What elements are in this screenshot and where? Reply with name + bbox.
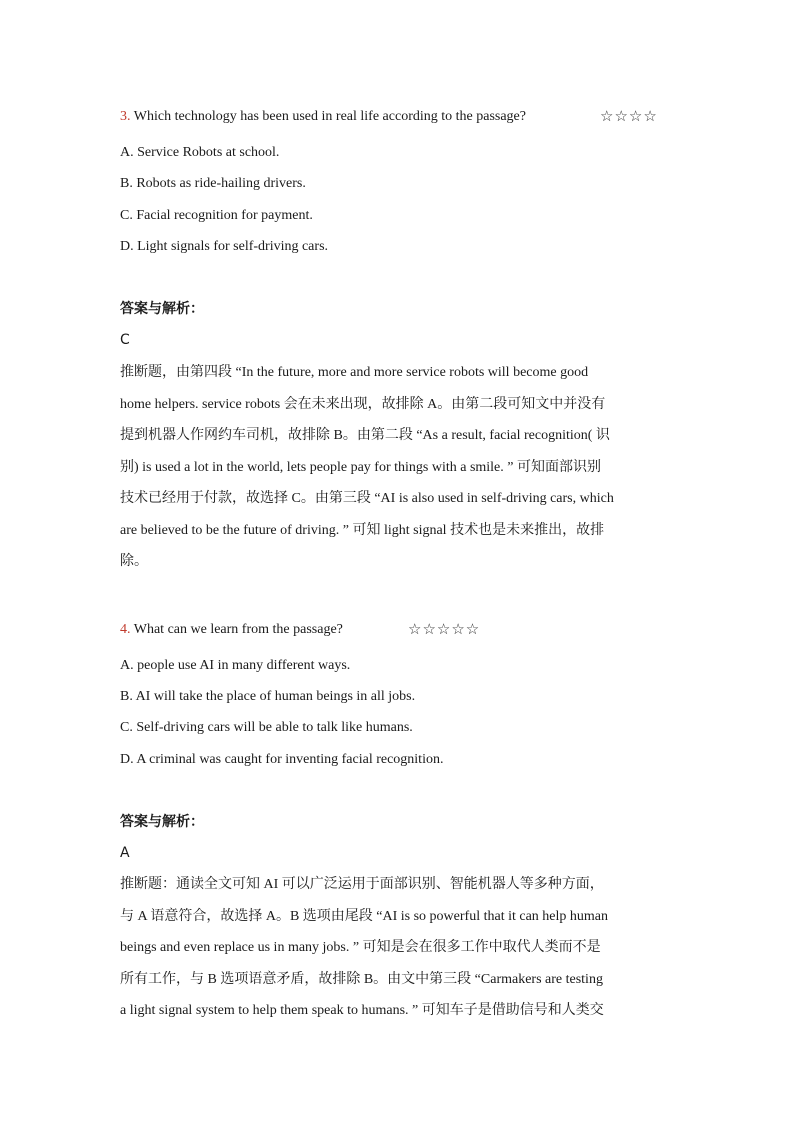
- question-3-answer-heading: 答案与解析：: [120, 301, 204, 317]
- question-3-difficulty-stars: ☆☆☆☆: [600, 107, 658, 125]
- question-4: [120, 620, 343, 640]
- explanation-line: 技术已经用于付款，故选择 C。由第三段 “AI is also used in self-driving cars, which: [120, 491, 614, 506]
- question-4-answer: A: [120, 845, 130, 861]
- explanation-line: 别) is used a lot in the world, lets people pay for things with a smile. ” 可知面部识别: [120, 459, 601, 475]
- explanation-line: home helpers. service robots 会在未来出现，故排除 A。由第二段可知文中并没有: [120, 396, 606, 412]
- question-3-answer: C: [120, 332, 130, 348]
- explanation-line: are believed to be the future of driving. ” 可知 light signal 技术也是未来推出，故排: [120, 522, 605, 538]
- question-3-option-a: A. Service Robots at school.: [120, 145, 280, 160]
- question-3-option-d: D. Light signals for self-driving cars.: [120, 239, 329, 254]
- explanation-line: 与 A 语意符合，故选择 A。B 选项由尾段 “AI is so powerful that it can help human: [120, 908, 609, 924]
- question-4-option-a: A. people use AI in many different ways.: [120, 658, 351, 673]
- question-3-explanation: [120, 357, 680, 578]
- question-4-option-b: B. AI will take the place of human beings in all jobs.: [120, 689, 416, 704]
- explanation-line: 除。: [120, 554, 148, 569]
- explanation-line: 推断题：通读全文可知 AI 可以广泛运用于面部识别、智能机器人等多种方面，: [120, 877, 604, 892]
- explanation-line: a light signal system to help them speak to humans. ” 可知车子是借助信号和人类交: [120, 1003, 604, 1018]
- explanation-line: 提到机器人作网约车司机，故排除 B。由第二段 “As a result, facial recognition( 识: [120, 428, 610, 443]
- explanation-line: 所有工作，与 B 选项语意矛盾，故排除 B。由文中第三段 “Carmakers are testing: [120, 971, 603, 987]
- question-4-difficulty-stars: ☆☆☆☆☆: [408, 620, 481, 638]
- question-4-text: What can we learn from the passage?: [130, 622, 343, 637]
- question-4-number: 4.: [120, 622, 131, 637]
- explanation-line: 推断题，由第四段 “In the future, more and more service robots will become good: [120, 365, 589, 380]
- question-3-text: Which technology has been used in real life according to the passage?: [130, 109, 526, 124]
- question-4-option-d: D. A criminal was caught for inventing facial recognition.: [120, 752, 444, 767]
- explanation-line: beings and even replace us in many jobs. ” 可知是会在很多工作中取代人类而不是: [120, 940, 601, 955]
- question-3-option-b: B. Robots as ride-hailing drivers.: [120, 176, 306, 191]
- question-4-option-c: C. Self-driving cars will be able to talk like humans.: [120, 720, 413, 735]
- question-4-explanation: [120, 869, 680, 1027]
- question-3-number: 3.: [120, 109, 131, 124]
- question-4-answer-heading: 答案与解析：: [120, 814, 204, 830]
- question-3: [120, 107, 526, 127]
- question-3-option-c: C. Facial recognition for payment.: [120, 208, 313, 223]
